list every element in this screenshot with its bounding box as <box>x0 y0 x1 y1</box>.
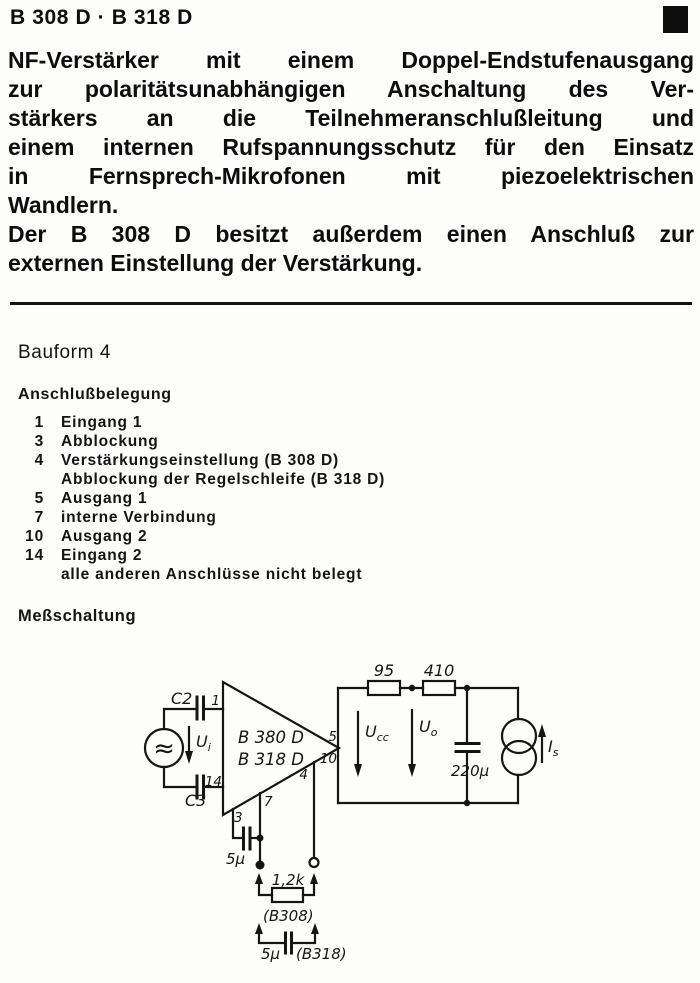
corner-marker-square <box>663 6 688 33</box>
capacitor-c3-label: C3 <box>185 791 207 810</box>
pin-function: alle anderen Anschlüsse nicht belegt <box>61 566 363 583</box>
ui-arrowhead <box>185 751 193 764</box>
pin-row <box>10 470 610 489</box>
is-label: $I_s$ <box>548 737 559 759</box>
pin-function: Abblockung <box>61 433 159 450</box>
pin-function: Verstärkungseinstellung (B 308 D) <box>61 452 339 469</box>
pin-function: Eingang 2 <box>61 547 143 564</box>
pin4-label: 4 <box>299 767 308 783</box>
input-wire-bottom <box>164 767 195 787</box>
gain-resistor-arrowhead-left <box>255 873 263 884</box>
b318-note: (B318) <box>296 945 347 963</box>
pin-number: 1 <box>34 414 44 431</box>
pin7-terminal <box>256 861 265 870</box>
resistor-410-label: 410 <box>423 661 455 680</box>
description-line: einem internen Rufspannungsschutz für den Einsatz <box>8 134 694 160</box>
description-line: Der B 308 D besitzt außerdem einen Anschluß zur <box>8 221 694 247</box>
capacitor-5u-gain-label: 5µ <box>261 945 281 963</box>
pin-assignment-heading: Anschlußbelegung <box>18 386 172 403</box>
capacitor-5u-gain <box>286 933 292 953</box>
pin-number: 4 <box>34 452 44 469</box>
capacitor-5u-pin3-label: 5µ <box>226 850 246 868</box>
junction-dot-bottom <box>464 800 470 806</box>
gain-resistor-arrowhead-right <box>310 873 318 884</box>
resistor-95 <box>368 681 400 695</box>
capacitor-5u-pin3 <box>244 828 251 849</box>
pin-number <box>10 565 44 584</box>
capacitor-220u <box>456 744 479 752</box>
description-paragraph <box>8 46 694 278</box>
pin-row <box>10 565 610 584</box>
pin-row <box>10 432 610 451</box>
pin10-label: 10 <box>319 751 337 767</box>
pin-row <box>10 508 610 527</box>
capacitor-c2-label: C2 <box>171 689 193 708</box>
pin-assignment-list <box>10 413 610 584</box>
ucc-arrowhead <box>354 764 362 777</box>
device-name-2: B 318 D <box>238 750 305 769</box>
ui-label: $U_i$ <box>196 732 211 754</box>
measurement-circuit-diagram <box>0 640 700 983</box>
pin-row <box>10 413 610 432</box>
description-line: zur polaritätsunabhängigen Anschaltung des Ver- <box>8 76 694 102</box>
pin-row <box>10 527 610 546</box>
pin-row <box>10 546 610 565</box>
pin4-terminal <box>310 858 319 867</box>
bauform-heading: Bauform 4 <box>18 342 112 363</box>
pin3-label: 3 <box>234 810 243 826</box>
pin-row <box>10 489 610 508</box>
resistor-1k2 <box>272 888 303 902</box>
current-source-circle-top <box>502 719 536 753</box>
description-line: stärkers an die Teilnehmeranschlußleitung und <box>8 105 694 131</box>
input-wire-top <box>164 709 195 729</box>
pin-number <box>10 470 44 489</box>
section-divider <box>10 302 692 305</box>
ucc-label: $U_{cc}$ <box>365 722 389 744</box>
pin-row <box>10 451 610 470</box>
device-name-1: B 380 D <box>238 728 305 747</box>
current-source-circle-bottom <box>502 741 536 775</box>
pin-function: Eingang 1 <box>61 414 143 431</box>
resistor-1k2-label: 1,2k <box>271 871 305 889</box>
pin7-junction-dot <box>257 835 264 842</box>
page-title: B 308 D · B 318 D <box>10 6 193 29</box>
resistor-410 <box>423 681 455 695</box>
pin-number: 3 <box>34 433 44 450</box>
pin-number: 5 <box>34 490 44 507</box>
pin-function: Ausgang 2 <box>61 528 148 545</box>
description-line: externen Einstellung der Verstärkung. <box>8 250 423 276</box>
resistor-95-label: 95 <box>373 661 395 680</box>
pin-function: Abblockung der Regelschleife (B 318 D) <box>61 471 386 488</box>
amplifier-triangle <box>223 682 339 815</box>
description-line: NF-Verstärker mit einem Doppel-Endstufenausgang <box>8 47 694 73</box>
pin-function: Ausgang 1 <box>61 490 148 507</box>
is-arrowhead <box>538 724 546 737</box>
b308-note: (B308) <box>263 907 314 925</box>
capacitor-220u-label: 220µ <box>451 762 490 780</box>
description-line: Wandlern. <box>8 192 119 218</box>
capacitor-c2 <box>197 697 204 719</box>
ac-source-symbol: ≈ <box>153 734 175 764</box>
gain-capacitor-arrowhead-left <box>255 923 263 934</box>
measurement-circuit-heading: Meßschaltung <box>18 607 137 625</box>
pin1-label: 1 <box>211 693 220 709</box>
pin-number: 7 <box>34 509 44 526</box>
description-line: in Fernsprech-Mikrofonen mit piezoelektrischen <box>8 163 694 189</box>
pin14-label: 14 <box>204 774 222 790</box>
pin5-label: 5 <box>328 729 337 745</box>
pin-number: 10 <box>25 528 44 545</box>
junction-dot-uo <box>409 685 415 691</box>
pin-function: interne Verbindung <box>61 509 217 526</box>
uo-arrowhead <box>408 764 416 777</box>
pin7-label: 7 <box>264 794 273 810</box>
uo-label: $U_o$ <box>419 717 438 739</box>
pin-number: 14 <box>25 547 44 564</box>
